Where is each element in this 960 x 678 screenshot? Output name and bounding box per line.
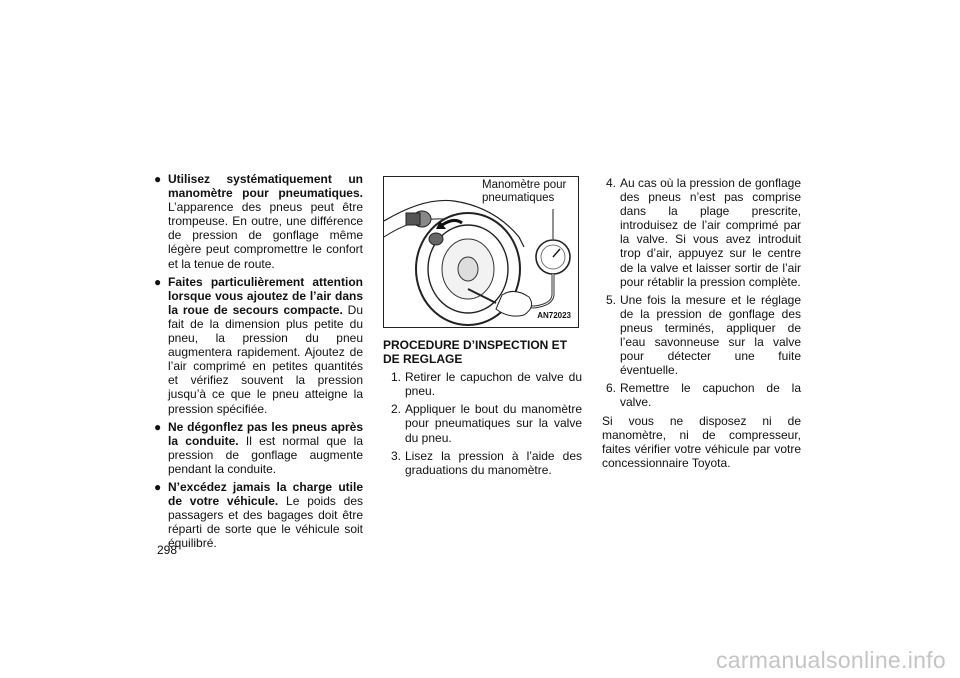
- column-1: [154, 172, 363, 554]
- step-item: [602, 381, 801, 409]
- bullet-icon: ●: [154, 274, 162, 289]
- bullet-heading: Utilisez systématiquement un manomètre pour pneumatiques.: [168, 172, 363, 201]
- closing-paragraph: Si vous ne disposez ni de manomètre, ni de compresseur, faites vérifier votre véhicule par votre concessionnaire Toyota.: [602, 413, 801, 470]
- bullet-item: [154, 420, 363, 476]
- bullet-icon: ●: [154, 172, 162, 186]
- section-title: PROCEDURE D’INSPECTION ET DE REGLAGE: [383, 338, 568, 367]
- column-2: [383, 176, 582, 481]
- step-item: [383, 402, 582, 444]
- column-3: [602, 176, 801, 470]
- figure-caption: Manomètre pour pneumatiques: [482, 179, 567, 204]
- step-number: 5.: [605, 292, 616, 307]
- step-number: 3.: [390, 448, 401, 463]
- step-item: [383, 370, 582, 398]
- bullet-body: Il est normal que la pression de gonflage augmente pendant la conduite.: [168, 433, 363, 476]
- bullet-icon: ●: [154, 419, 162, 434]
- step-number: 1.: [390, 370, 401, 385]
- step-text: Lisez la pression à l’aide des graduations du manomètre.: [405, 448, 582, 477]
- step-text: Appliquer le bout du manomètre pour pneumatiques sur la valve du pneu.: [405, 402, 582, 445]
- bullet-item: [154, 480, 363, 550]
- step-text: Une fois la mesure et le réglage de la pression de gonflage des pneus terminés, appliquer de l’eau savonneuse sur la valve pour détecter une fuite éventuelle.: [620, 292, 801, 378]
- bullet-item: [154, 275, 363, 416]
- step-item: [383, 449, 582, 477]
- bullet-body: Du fait de la dimension plus petite du pneu, la pression du pneu augmentera rapidement. Ajoutez de l’air comprimé en petites quantités et vérifiez souvent la pression jusqu’à ce que le pneu atteigne la pression spécifiée.: [168, 302, 363, 416]
- figure-id: AN72023: [536, 309, 572, 323]
- step-text: Au cas où la pression de gonflage des pneus n’est pas comprise dans la plage prescrite, introduisez de l’air comprimé par la valve. Si vous avez introduit trop d’air, appuyez sur le centre de la valve et laisser sortir de l’air pour rétablir la pression complète.: [620, 176, 801, 289]
- step-item: [602, 293, 801, 378]
- bullet-item: [154, 172, 363, 271]
- bullet-heading: N’excédez jamais la charge utile de votre véhicule.: [168, 479, 363, 509]
- step-number: 6.: [605, 381, 616, 396]
- step-number: 2.: [390, 402, 401, 417]
- bullet-body: Le poids des passagers et des bagages doit être réparti de sorte que le véhicule soit équilibré.: [168, 494, 364, 551]
- step-text: Remettre le capuchon de la valve.: [620, 381, 801, 410]
- bullet-heading: Faites particulièrement attention lorsque vous ajoutez de l’air dans la roue de secours compacte.: [168, 274, 363, 317]
- page-number: 298: [157, 543, 178, 557]
- step-text: Retirer le capuchon de valve du pneu.: [405, 370, 582, 399]
- step-item: [602, 176, 801, 289]
- tire-gauge-figure: [383, 176, 579, 328]
- bullet-icon: ●: [154, 479, 162, 494]
- bullet-body: L’apparence des pneus peut être trompeuse. En outre, une différence de pression de gonflage même légère peut compromettre le confort et la tenue de route.: [168, 200, 363, 271]
- bullet-heading: Ne dégonflez pas les pneus après la conduite.: [168, 419, 363, 448]
- step-number: 4.: [605, 176, 616, 190]
- watermark: carmanualsonline.info: [715, 647, 946, 673]
